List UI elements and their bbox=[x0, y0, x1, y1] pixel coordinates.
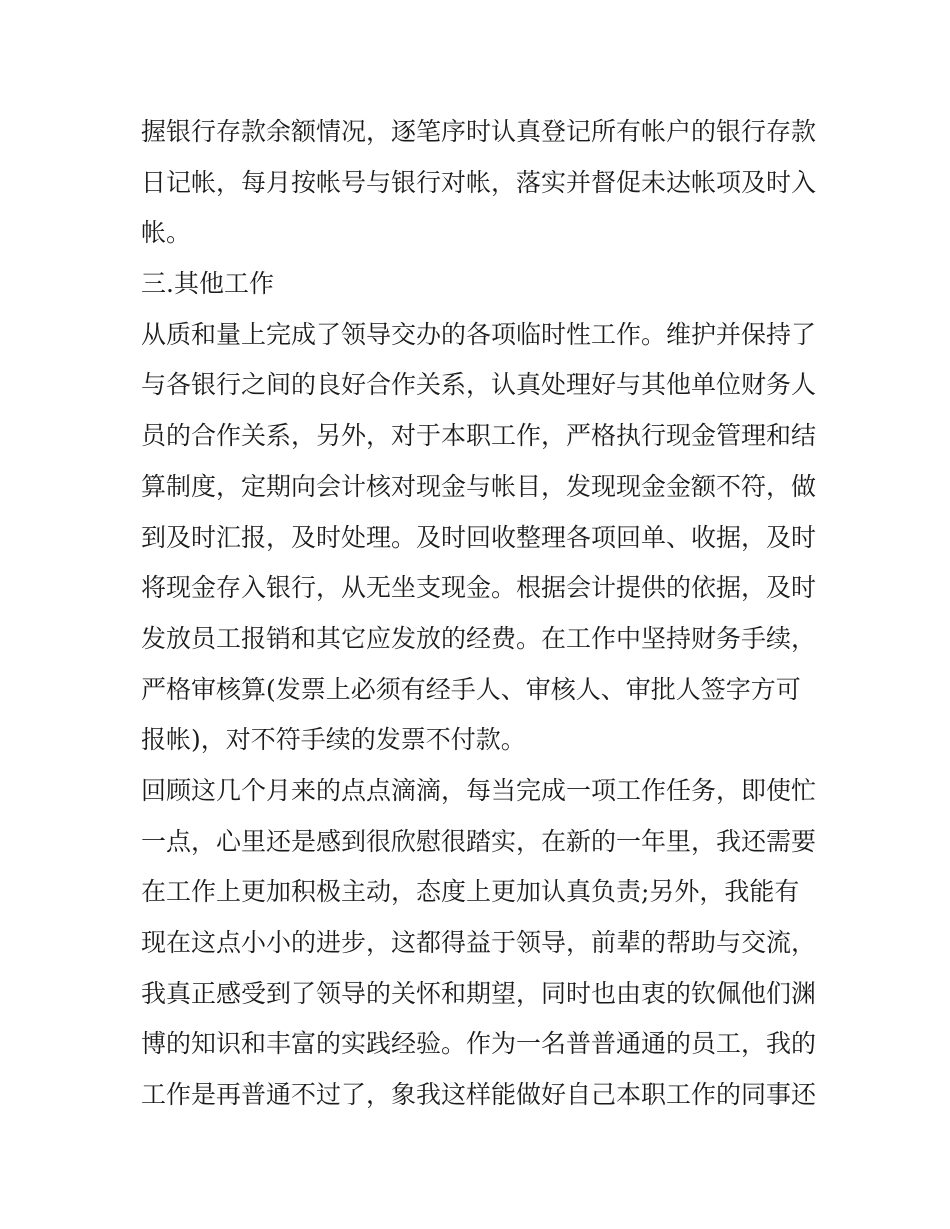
text-line: 将现金存入银行，从无坐支现金。根据会计提供的依据，及时 bbox=[141, 573, 817, 603]
text-line: 员的合作关系，另外，对于本职工作，严格执行现金管理和结 bbox=[141, 421, 817, 451]
document-body bbox=[141, 107, 817, 1121]
text-line: 我真正感受到了领导的关怀和期望，同时也由衷的钦佩他们渊 bbox=[141, 978, 817, 1008]
text-line: 博的知识和丰富的实践经验。作为一名普普通通的员工，我的 bbox=[141, 1029, 817, 1059]
text-line: 工作是再普通不过了，象我这样能做好自己本职工作的同事还 bbox=[141, 1080, 817, 1110]
text-line: 一点，心里还是感到很欣慰很踏实，在新的一年里，我还需要 bbox=[141, 826, 817, 856]
text-line: 到及时汇报，及时处理。及时回收整理各项回单、收据，及时 bbox=[141, 522, 817, 552]
text-line: 报帐)，对不符手续的发票不付款。 bbox=[141, 725, 526, 755]
text-line: 回顾这几个月来的点点滴滴，每当完成一项工作任务，即使忙 bbox=[141, 775, 817, 805]
text-line: 在工作上更加积极主动，态度上更加认真负责;另外，我能有 bbox=[141, 877, 800, 907]
text-line: 握银行存款余额情况，逐笔序时认真登记所有帐户的银行存款 bbox=[141, 117, 817, 146]
section-heading: 三.其他工作 bbox=[141, 269, 274, 299]
text-line: 现在这点小小的进步，这都得益于领导，前辈的帮助与交流， bbox=[141, 928, 817, 957]
text-line: 与各银行之间的良好合作关系，认真处理好与其他单位财务人 bbox=[141, 370, 817, 400]
text-line: 从质和量上完成了领导交办的各项临时性工作。维护并保持了 bbox=[141, 319, 817, 349]
text-line: 日记帐，每月按帐号与银行对帐，落实并督促未达帐项及时入 bbox=[141, 167, 817, 197]
text-line: 算制度，定期向会计核对现金与帐目，发现现金金额不符，做 bbox=[141, 471, 817, 501]
text-line: 发放员工报销和其它应发放的经费。在工作中坚持财务手续， bbox=[141, 623, 817, 653]
text-line: 严格审核算(发票上必须有经手人、审核人、审批人签字方可 bbox=[141, 674, 801, 704]
text-line: 帐。 bbox=[141, 218, 192, 248]
